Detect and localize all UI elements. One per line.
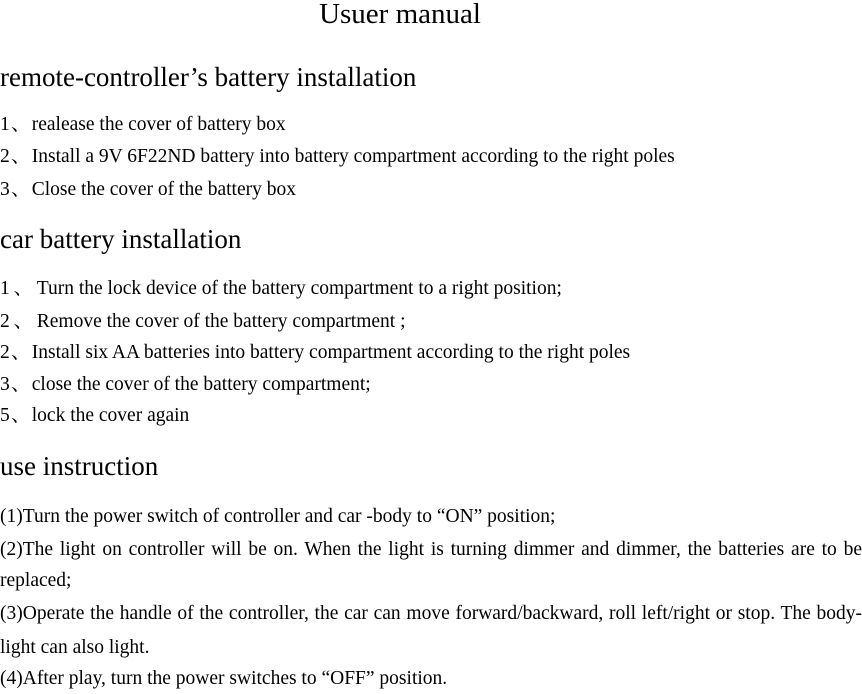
section-heading-car-battery: car battery installation: [0, 224, 242, 254]
step-number: 3: [0, 179, 10, 200]
step-text: Install a 9V 6F22ND battery into battery compartment according to the right poles: [31, 146, 675, 167]
step-text: Turn the lock device of the battery compartment to a right position;: [36, 278, 562, 299]
instruction-paragraph-3: (3)Operate the handle of the controller, the car can move forward/backward, roll left/right or stop. The body-light can also light.: [0, 603, 862, 658]
step-number: 3: [0, 374, 10, 395]
car-step-4: [0, 373, 371, 397]
step-separator: 、: [10, 405, 31, 426]
step-separator: 、: [10, 179, 31, 200]
step-text: close the cover of the battery compartment;: [31, 374, 371, 395]
step-text: lock the cover again: [31, 405, 190, 426]
step-separator: 、: [13, 311, 33, 332]
car-step-5: [0, 404, 189, 428]
step-separator: 、: [10, 342, 31, 363]
section-heading-remote-battery: remote-controller’s battery installation: [0, 62, 417, 92]
step-number: 2: [0, 311, 10, 332]
step-text: Install six AA batteries into battery compartment according to the right poles: [31, 342, 631, 363]
section-heading-use-instruction: use instruction: [0, 451, 159, 481]
page-title: Usuer manual: [319, 0, 481, 30]
step-text: Remove the cover of the battery compartment ;: [36, 311, 406, 332]
step-separator: 、: [10, 374, 31, 395]
step-number: 1: [0, 278, 10, 299]
car-step-1: [0, 277, 562, 301]
remote-step-3: [0, 178, 296, 202]
step-separator: 、: [10, 146, 31, 167]
instruction-paragraph-1: (1)Turn the power switch of controller and car -body to “ON” position;: [0, 506, 556, 527]
remote-step-1: [0, 113, 286, 137]
step-separator: 、: [10, 114, 31, 135]
step-text: realease the cover of battery box: [31, 114, 286, 135]
step-number: 1: [0, 114, 10, 135]
step-number: 2: [0, 146, 10, 167]
instruction-paragraph-2: (2)The light on controller will be on. When the light is turning dimmer and dimmer, the batteries are to be replaced;: [0, 539, 862, 591]
step-text: Close the cover of the battery box: [31, 179, 296, 200]
car-step-3: [0, 341, 630, 365]
instruction-paragraph-4: (4)After play, turn the power switches to “OFF” position.: [0, 668, 448, 689]
step-separator: 、: [13, 278, 33, 299]
step-number: 2: [0, 342, 10, 363]
step-number: 5: [0, 405, 10, 426]
car-step-2: [0, 310, 406, 334]
remote-step-2: [0, 145, 675, 169]
